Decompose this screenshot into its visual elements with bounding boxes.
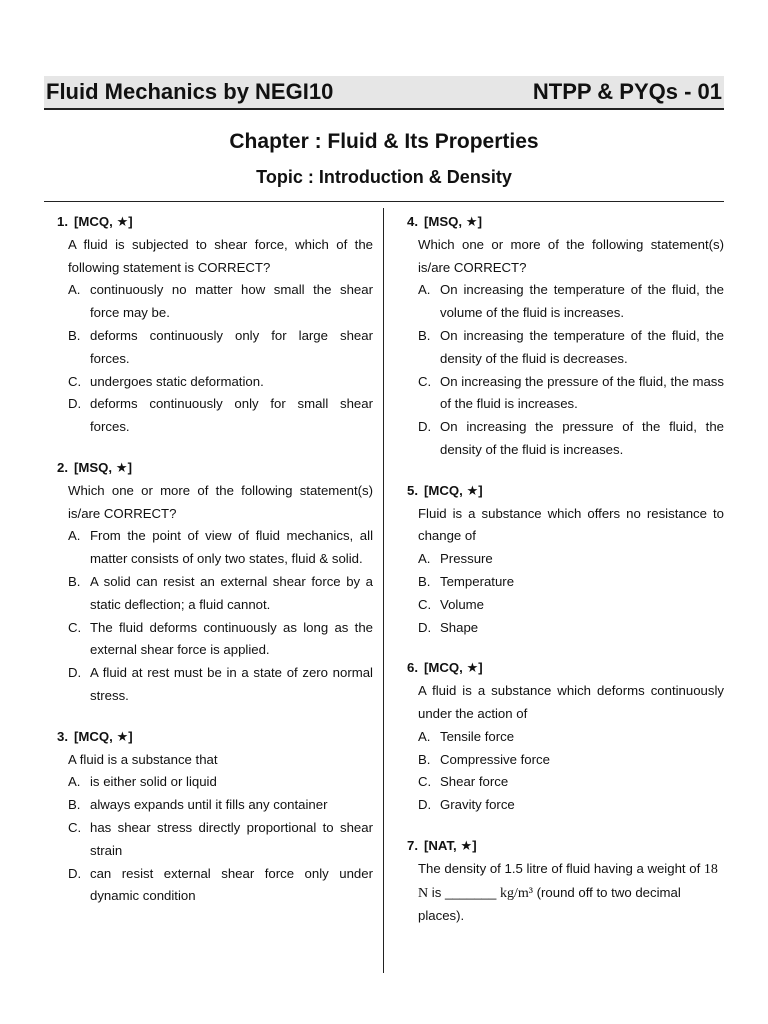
option-text: Gravity force	[440, 797, 515, 813]
question-stem	[418, 858, 724, 928]
option-label: A.	[68, 774, 81, 790]
option-label: B.	[418, 751, 431, 767]
question-type: [MCQ, ★]	[424, 660, 483, 676]
option-label: C.	[418, 774, 432, 790]
left-column	[44, 211, 373, 926]
option-label: A.	[418, 728, 431, 744]
header-title: Fluid Mechanics by NEGI10	[46, 79, 334, 104]
column-divider	[383, 208, 384, 973]
question-5	[394, 480, 724, 640]
option-label: D.	[68, 865, 82, 881]
question-number: 2.	[57, 459, 68, 475]
question-stem: A fluid is a substance which deforms continuously under the action of	[418, 683, 724, 721]
question-6	[394, 657, 724, 817]
option	[68, 525, 373, 571]
option-label: B.	[68, 573, 81, 589]
option-label: B.	[418, 573, 431, 589]
option-text: A solid can resist an external shear force by a static deflection; a fluid cannot.	[90, 573, 373, 612]
question-number: 3.	[57, 728, 68, 744]
option-text: has shear stress directly proportional to shear strain	[90, 819, 373, 858]
option-label: D.	[418, 419, 432, 435]
option-text: On increasing the temperature of the fluid, the volume of the fluid is increases.	[440, 282, 724, 321]
option-text: always expands until it fills any container	[90, 797, 328, 813]
option-label: B.	[418, 327, 431, 343]
question-type: [MCQ, ★]	[424, 482, 483, 498]
option-label: A.	[68, 282, 81, 298]
option-label: D.	[418, 797, 432, 813]
question-stem: Which one or more of the following statement(s) is/are CORRECT?	[68, 482, 373, 521]
option-label: C.	[418, 596, 432, 612]
option-text: can resist external shear force only under dynamic condition	[90, 865, 373, 904]
option	[418, 726, 724, 749]
option	[418, 594, 724, 617]
option-label: A.	[418, 282, 431, 298]
question-number: 7.	[407, 837, 418, 853]
option	[418, 371, 724, 417]
question-1	[44, 211, 373, 439]
option-label: B.	[68, 797, 81, 813]
question-number: 4.	[407, 214, 418, 229]
option-label: A.	[418, 551, 431, 567]
question-type: [NAT, ★]	[424, 837, 477, 853]
option	[418, 749, 724, 772]
stem-text: (round off to two decimal places).	[418, 884, 681, 924]
question-type: [MSQ, ★]	[424, 214, 482, 229]
option	[418, 617, 724, 640]
question-stem: A fluid is a substance that	[68, 751, 218, 767]
page-header	[44, 76, 724, 110]
density-unit: kg/m³	[499, 885, 533, 901]
option-label: D.	[418, 619, 432, 635]
option-label: A.	[68, 528, 81, 544]
option-label: D.	[68, 396, 82, 412]
right-column	[394, 211, 724, 946]
header-series: NTPP & PYQs - 01	[532, 79, 722, 104]
option-text: undergoes static deformation.	[90, 373, 264, 389]
option	[68, 794, 373, 817]
option	[68, 863, 373, 909]
weight-value: 18 N	[418, 861, 718, 901]
option-label: C.	[68, 373, 82, 389]
chapter-title: Chapter : Fluid & Its Properties	[229, 130, 539, 153]
option-text: On increasing the pressure of the fluid, the density of the fluid is increases.	[440, 419, 724, 457]
option-label: C.	[418, 373, 432, 389]
option-label: D.	[68, 665, 82, 681]
option	[68, 817, 373, 863]
question-stem: A fluid is subjected to shear force, which of the following statement is CORRECT?	[68, 236, 373, 275]
option	[68, 617, 373, 663]
question-stem: Which one or more of the following statement(s) is/are CORRECT?	[418, 236, 724, 275]
option	[418, 416, 724, 462]
question-stem: Fluid is a substance which offers no resistance to change of	[418, 505, 724, 544]
option-text: is either solid or liquid	[90, 774, 217, 790]
option	[418, 548, 724, 571]
question-number: 1.	[57, 214, 68, 229]
option-label: C.	[68, 819, 82, 835]
stem-text: is _______	[428, 884, 500, 900]
option-text: From the point of view of fluid mechanics, all matter consists of only two states, fluid & solid.	[90, 528, 373, 567]
option-text: deforms continuously only for large shear forces.	[90, 327, 373, 366]
option	[68, 371, 373, 394]
question-type: [MCQ, ★]	[74, 214, 133, 229]
question-7	[394, 835, 724, 928]
option-label: C.	[68, 619, 82, 635]
option-label: B.	[68, 327, 81, 343]
option	[68, 279, 373, 325]
question-2	[44, 457, 373, 708]
option	[418, 794, 724, 817]
option-text: Volume	[440, 596, 484, 612]
question-3	[44, 726, 373, 908]
option	[68, 771, 373, 794]
topic-title: Topic : Introduction & Density	[256, 167, 512, 187]
option	[418, 771, 724, 794]
option-text: Tensile force	[440, 728, 515, 744]
option-text: On increasing the temperature of the fluid, the density of the fluid is decreases.	[440, 327, 724, 366]
option	[68, 662, 373, 708]
question-number: 6.	[407, 660, 418, 676]
option	[68, 393, 373, 439]
option-text: Shape	[440, 619, 479, 635]
option	[418, 325, 724, 371]
option-text: Compressive force	[440, 751, 550, 767]
option-text: Pressure	[440, 551, 493, 567]
option-text: The fluid deforms continuously as long as the external shear force is applied.	[90, 619, 373, 658]
header-divider	[44, 201, 724, 202]
option	[68, 571, 373, 617]
option-text: deforms continuously only for small shear forces.	[90, 396, 373, 435]
option	[418, 571, 724, 594]
question-number: 5.	[407, 482, 418, 498]
stem-text: The density of 1.5 litre of fluid having a weight of	[418, 860, 704, 876]
option-text: Temperature	[440, 573, 515, 589]
option	[68, 325, 373, 371]
option-text: A fluid at rest must be in a state of zero normal stress.	[90, 665, 373, 703]
question-4	[394, 211, 724, 462]
option-text: continuously no matter how small the shear force may be.	[90, 282, 373, 321]
option-text: On increasing the pressure of the fluid, the mass of the fluid is increases.	[440, 373, 724, 412]
option-text: Shear force	[440, 774, 509, 790]
option	[418, 279, 724, 325]
question-type: [MSQ, ★]	[74, 459, 132, 475]
question-type: [MCQ, ★]	[74, 728, 133, 744]
